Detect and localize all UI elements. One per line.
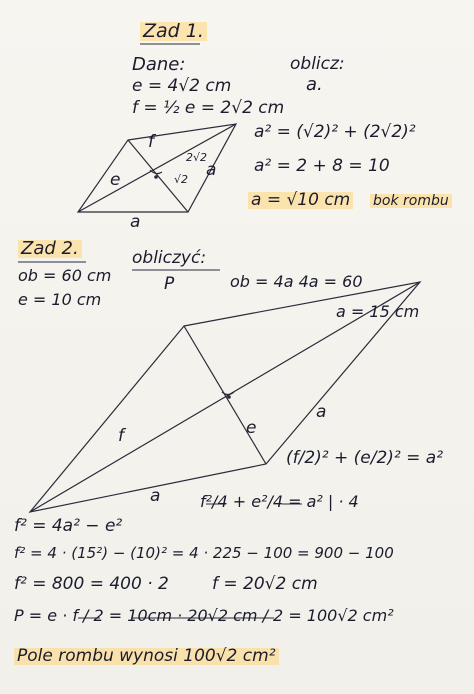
task2-given-e: e = 10 cm xyxy=(18,290,102,309)
task1-given-e: e = 4√2 cm xyxy=(132,76,232,96)
task2-fig-label-a-right: a xyxy=(316,402,327,422)
task1-fig-label-2sqrt2: 2√2 xyxy=(186,151,208,164)
task2-line-3: f² = 800 = 400 · 2 xyxy=(14,574,169,594)
task2-conclusion: Pole rombu wynosi 100√2 cm² xyxy=(14,648,279,665)
task1-compute-var: a. xyxy=(306,74,323,95)
task2-equation-a: a = 15 cm xyxy=(336,302,420,321)
task2-compute-label: obliczyć: xyxy=(132,248,207,268)
rhombus-2-diagonal-e xyxy=(184,326,266,464)
task2-heading: Zad 2. xyxy=(18,240,82,258)
task2-line-1: f² = 4a² − e² xyxy=(14,516,123,536)
task2-given-ob: ob = 60 cm xyxy=(18,266,112,285)
task2-compute-var: P xyxy=(164,274,175,294)
task1-given-f: f = ½ e = 2√2 cm xyxy=(132,98,285,118)
task2-fig-label-e: e xyxy=(246,418,257,438)
task1-fig-label-e: e xyxy=(110,170,121,190)
task2-area-formula: P = e · f / 2 = 10cm · 20√2 cm / 2 = 100√2 cm² xyxy=(14,606,394,625)
task1-answer: a = √10 cm xyxy=(248,192,353,209)
task2-pythagoras: (f/2)² + (e/2)² = a² xyxy=(286,448,444,468)
rhombus-2-angle-dot xyxy=(228,396,230,398)
task2-fig-label-f: f xyxy=(118,426,124,446)
task1-fig-label-f: f xyxy=(148,132,154,152)
task1-equation-1: a² = (√2)² + (2√2)² xyxy=(254,122,416,142)
task1-compute-label: oblicz: xyxy=(290,54,345,74)
task2-line-3b: f = 20√2 cm xyxy=(212,574,318,594)
task2-equation-ob: ob = 4a 4a = 60 xyxy=(230,272,363,291)
task1-fig-label-a-right: a xyxy=(206,160,217,180)
task2-line-2: f² = 4 · (15²) − (10)² = 4 · 225 − 100 = 900 − 100 xyxy=(14,544,394,562)
rhombus-1-angle-dot xyxy=(155,176,157,178)
task1-fig-label-a-bottom: a xyxy=(130,212,141,232)
task1-given-label: Dane: xyxy=(132,54,186,75)
task1-equation-2: a² = 2 + 8 = 10 xyxy=(254,156,390,176)
task1-fig-label-sqrt2: √2 xyxy=(174,173,189,186)
task1-answer-note: bok rombu xyxy=(370,194,452,208)
task1-heading: Zad 1. xyxy=(140,22,207,41)
task2-fig-label-a-bottom: a xyxy=(150,486,161,506)
task2-pythagoras-fractions: f²/4 + e²/4 = a² | · 4 xyxy=(200,492,359,511)
